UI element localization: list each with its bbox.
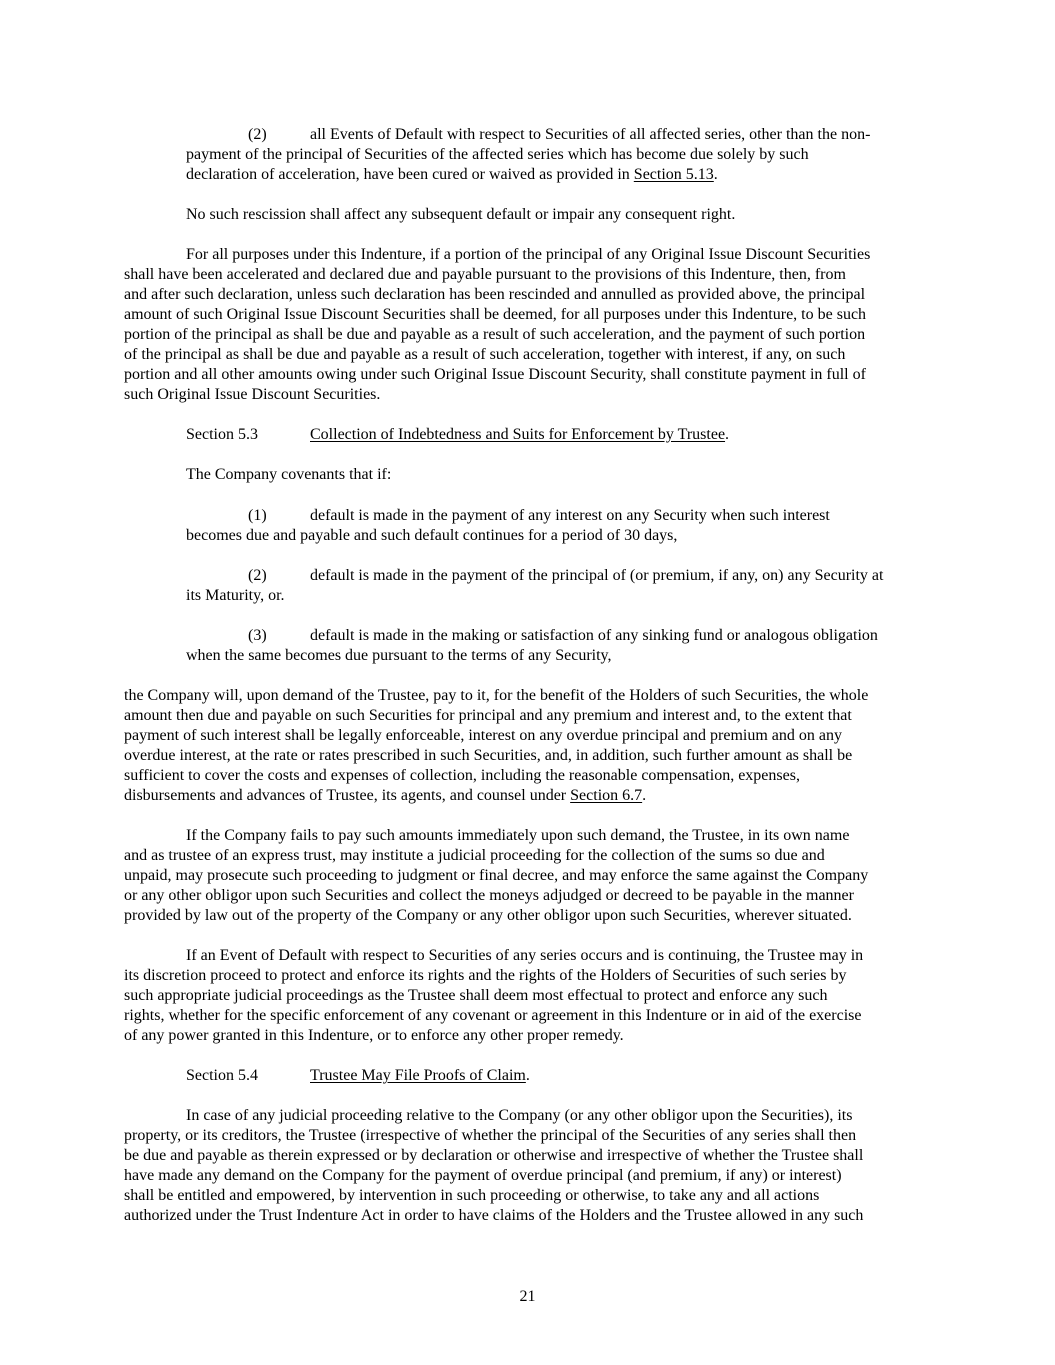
clause-2-line-1: (2) all Events of Default with respect to Securities of all affected series, other than the non- [248,126,871,143]
section-title: Trustee May File Proofs of Claim [310,1067,526,1084]
list-item-3-line-2: when the same becomes due pursuant to the terms of any Security, [186,647,612,664]
list-item-3-line-1: (3) default is made in the making or satisfaction of any sinking fund or analogous obligation [248,627,878,644]
rescission-paragraph: No such rescission shall affect any subsequent default or impair any consequent right. [186,206,736,223]
paragraph-line: sufficient to cover the costs and expenses of collection, including the reasonable compensation, expenses, [124,767,800,784]
paragraph-line: of any power granted in this Indenture, or to enforce any other proper remedy. [124,1027,624,1044]
item-number: (3) [248,627,267,644]
section-number: Section 5.4 [186,1067,258,1084]
paragraph-line: amount of such Original Issue Discount Securities shall be deemed, for all purposes under this Indenture, to be such [124,306,867,323]
paragraph-line: unpaid, may prosecute such proceeding to judgment or final decree, and may enforce the same against the Company [124,867,869,884]
paragraph-line: or any other obligor upon such Securities and collect the moneys adjudged or decreed to be payable in the manner [124,887,854,904]
paragraph-line: its discretion proceed to protect and enforce its rights and the rights of the Holders of Securities of such series by [124,967,847,984]
section-5-4-heading: Section 5.4 Trustee May File Proofs of Claim. [186,1067,530,1084]
section-number: Section 5.3 [186,426,258,443]
paragraph-line: For all purposes under this Indenture, if a portion of the principal of any Original Issue Discount Securities [186,246,871,263]
paragraph-line: property, or its creditors, the Trustee (irrespective of whether the principal of the Securities of any series shall then [124,1127,857,1144]
clause-2-line-3: declaration of acceleration, have been cured or waived as provided in Section 5.13. [186,166,718,183]
paragraph-line: If an Event of Default with respect to Securities of any series occurs and is continuing, the Trustee may in [186,947,864,964]
section-5-13-reference: Section 5.13 [633,166,714,183]
paragraph-line: provided by law out of the property of the Company or any other obligor upon such Securities, wherever situated. [124,907,852,924]
item-number: (2) [248,567,267,584]
page-number: 21 [519,1288,536,1305]
clause-number: (2) [248,126,267,143]
paragraph-line: such Original Issue Discount Securities. [124,386,381,403]
paragraph-line: the Company will, upon demand of the Trustee, pay to it, for the benefit of the Holders of such Securities, the whole [124,687,869,704]
paragraph-line: portion and all other amounts owing under such Original Issue Discount Security, shall constitute payment in full of [124,366,866,383]
paragraph-line: shall have been accelerated and declared due and payable pursuant to the provisions of this Indenture, then, from [124,266,846,283]
section-6-7-reference: Section 6.7 [570,787,643,804]
paragraph-line: portion of the principal as shall be due and payable as a result of such acceleration, and the payment of such portion [124,326,866,343]
paragraph-line: rights, whether for the specific enforcement of any covenant or agreement in this Indenture or in aid of the exercise [124,1007,862,1024]
covenants-intro: The Company covenants that if: [186,466,392,483]
paragraph-line: amount then due and payable on such Securities for principal and any premium and interest and, to the extent that [124,707,852,724]
paragraph-line: such appropriate judicial proceedings as the Trustee shall deem most effectual to protect and enforce any such [124,987,828,1004]
paragraph-line: have made any demand on the Company for the payment of overdue principal (and premium, if any) or interest) [124,1167,842,1184]
section-title: Collection of Indebtedness and Suits for Enforcement by Trustee [310,426,726,443]
paragraph-line: and after such declaration, unless such declaration has been rescinded and annulled as provided above, the principal [124,286,866,303]
list-item-2-line-2: its Maturity, or. [186,587,285,604]
list-item-2-line-1: (2) default is made in the payment of the principal of (or premium, if any, on) any Security at [248,567,884,584]
item-number: (1) [248,507,267,524]
paragraph-line: payment of such interest shall be legally enforceable, interest on any overdue principal and premium and on any [124,727,842,744]
section-5-3-heading: Section 5.3 Collection of Indebtedness and Suits for Enforcement by Trustee. [186,426,730,443]
paragraph-line: disbursements and advances of Trustee, its agents, and counsel under Section 6.7. [124,787,647,804]
paragraph-line: In case of any judicial proceeding relative to the Company (or any other obligor upon the Securities), its [186,1107,853,1124]
paragraph-line: If the Company fails to pay such amounts immediately upon such demand, the Trustee, in its own name [186,827,850,844]
clause-2-line-2: payment of the principal of Securities of the affected series which has become due solely by such [186,146,809,163]
list-item-1-line-2: becomes due and payable and such default continues for a period of 30 days, [186,527,678,544]
paragraph-line: of the principal as shall be due and payable as a result of such acceleration, together with interest, if any, on such [124,346,846,363]
paragraph-line: overdue interest, at the rate or rates prescribed in such Securities, and, in addition, such further amount as shall be [124,747,853,764]
paragraph-line: and as trustee of an express trust, may institute a judicial proceeding for the collection of the sums so due and [124,847,825,864]
paragraph-line: shall be entitled and empowered, by intervention in such proceeding or otherwise, to take any and all actions [124,1187,820,1204]
paragraph-line: be due and payable as therein expressed or by declaration or otherwise and irrespective of whether the Trustee shall [124,1147,864,1164]
paragraph-line: authorized under the Trust Indenture Act in order to have claims of the Holders and the Trustee allowed in any such [124,1207,864,1224]
list-item-1-line-1: (1) default is made in the payment of any interest on any Security when such interest [248,507,830,524]
